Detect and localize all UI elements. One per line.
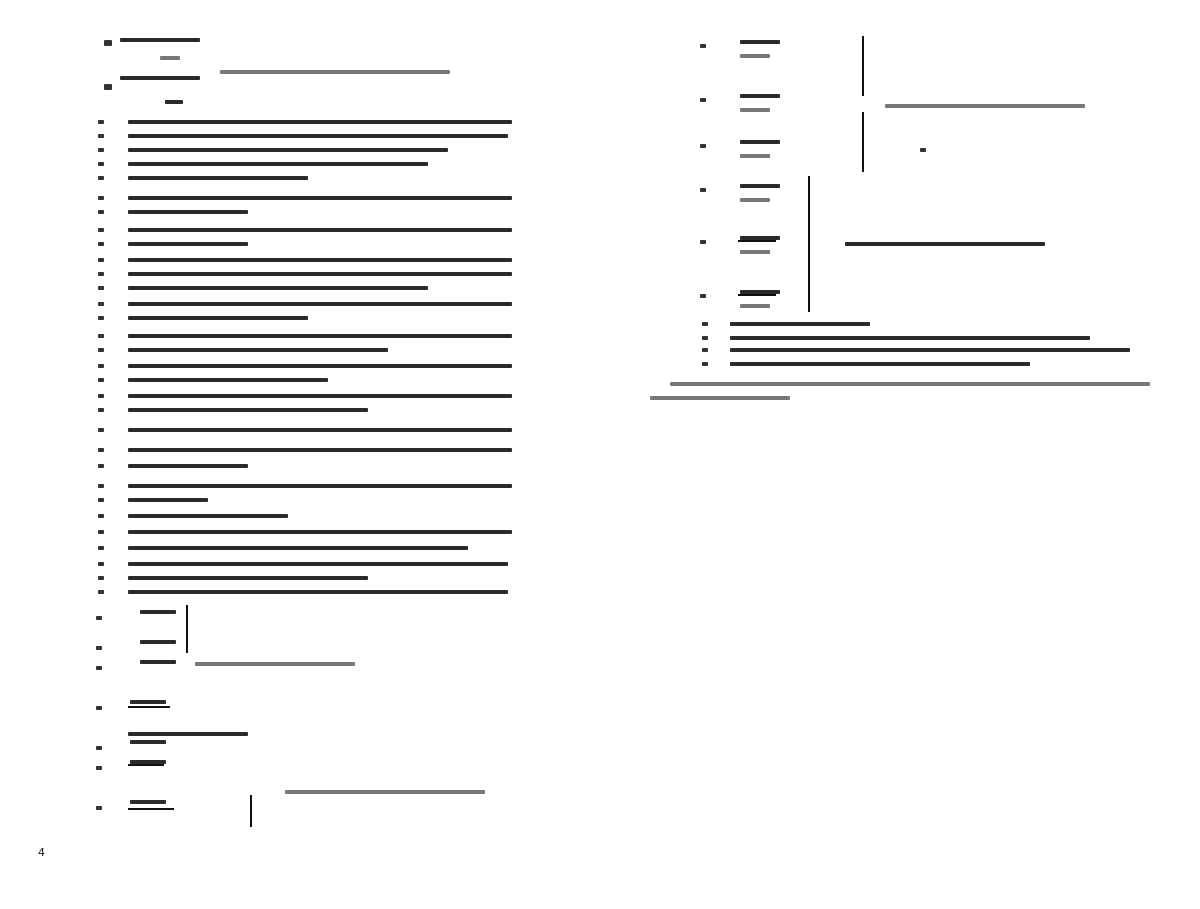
fraction-symbol [700, 98, 706, 102]
definition-line [128, 408, 368, 412]
fraction-part [740, 304, 770, 308]
definition-symbol [98, 210, 104, 214]
definition-line [730, 362, 1030, 366]
definition-symbol [98, 546, 104, 550]
definition-line [730, 322, 870, 326]
definition-symbol [98, 464, 104, 468]
definition-symbol [98, 120, 104, 124]
definition-symbol [98, 134, 104, 138]
definition-line [128, 348, 388, 352]
fraction-symbol [96, 646, 102, 650]
fraction-part [130, 800, 166, 804]
definition-symbol [98, 484, 104, 488]
definition-line [128, 464, 248, 468]
fraction-symbol [96, 616, 102, 620]
definition-symbol [98, 378, 104, 382]
definition-symbol [98, 448, 104, 452]
definition-symbol [98, 428, 104, 432]
fraction-part [140, 610, 176, 614]
definition-symbol [98, 530, 104, 534]
fraction-part [130, 740, 166, 744]
definition-line [128, 148, 448, 152]
fraction-symbol [96, 746, 102, 750]
definition-line [128, 590, 508, 594]
definition-symbol [702, 336, 708, 340]
definition-line [128, 258, 512, 262]
definition-symbol [98, 228, 104, 232]
definition-symbol [98, 196, 104, 200]
definition-symbol [98, 162, 104, 166]
definition-symbol [98, 258, 104, 262]
fraction-part [740, 54, 770, 58]
definition-line [128, 134, 508, 138]
fraction-symbol [700, 240, 706, 244]
definition-line [730, 336, 1090, 340]
definition-line [128, 498, 208, 502]
definition-symbol [98, 242, 104, 246]
fraction-symbol [700, 188, 706, 192]
fraction-part [740, 140, 780, 144]
definition-symbol [98, 348, 104, 352]
fraction-symbol [96, 806, 102, 810]
definition-line [128, 210, 248, 214]
fraction-rule [128, 706, 170, 708]
fraction-part [740, 184, 780, 188]
fraction-symbol [700, 294, 706, 298]
fraction-rule [128, 764, 164, 766]
fraction-part [140, 640, 176, 644]
annotation-symbol [920, 148, 926, 152]
definition-line [128, 272, 512, 276]
definition-line [128, 428, 512, 432]
definition-line [128, 530, 512, 534]
definition-line [730, 348, 1130, 352]
footnote-line [670, 382, 1150, 386]
annotation-line [128, 732, 248, 736]
definition-line [128, 484, 512, 488]
definition-symbol [98, 364, 104, 368]
brace-bar [250, 795, 252, 827]
page-number: 4 [38, 846, 45, 859]
definition-line [128, 162, 428, 166]
definition-line [128, 562, 508, 566]
brace-bar [862, 112, 864, 172]
right-column [600, 0, 1200, 909]
footnote-line [650, 396, 790, 400]
definition-symbol [702, 322, 708, 326]
fraction-rule [738, 294, 776, 296]
fraction-part [130, 700, 166, 704]
fraction-rule [738, 240, 776, 242]
definition-line [128, 196, 512, 200]
annotation-line [885, 104, 1085, 108]
definition-symbol [98, 286, 104, 290]
fraction-symbol [96, 666, 102, 670]
definition-symbol [98, 562, 104, 566]
brace-bar [862, 36, 864, 96]
definition-line [128, 576, 368, 580]
formula-symbol [104, 84, 112, 90]
formula-line [120, 76, 200, 80]
fraction-part [740, 40, 780, 44]
fraction-symbol [700, 44, 706, 48]
fraction-symbol [96, 706, 102, 710]
brace-bar [186, 605, 188, 653]
fraction-rule [128, 808, 174, 810]
definition-line [128, 120, 512, 124]
definition-line [128, 394, 512, 398]
definition-symbol [702, 362, 708, 366]
definition-line [128, 302, 512, 306]
definition-symbol [98, 176, 104, 180]
definition-line [128, 228, 512, 232]
annotation-line [285, 790, 485, 794]
definition-symbol [98, 408, 104, 412]
definition-symbol [98, 334, 104, 338]
fraction-part [740, 94, 780, 98]
definition-line [128, 448, 512, 452]
fraction-part [740, 154, 770, 158]
definition-symbol [98, 498, 104, 502]
definition-symbol [98, 148, 104, 152]
definition-line [128, 242, 248, 246]
definition-symbol [98, 272, 104, 276]
formula-symbol [104, 40, 112, 46]
definition-symbol [702, 348, 708, 352]
definition-symbol [98, 316, 104, 320]
fraction-part [740, 250, 770, 254]
fraction-symbol [96, 766, 102, 770]
definition-symbol [98, 576, 104, 580]
definition-line [128, 334, 512, 338]
annotation-line [845, 242, 1045, 246]
definition-symbol [98, 590, 104, 594]
brace-bar [808, 176, 810, 312]
definition-line [128, 514, 288, 518]
definition-line [128, 364, 512, 368]
definition-symbol [98, 302, 104, 306]
definition-line [128, 286, 428, 290]
annotation-line [195, 662, 355, 666]
definition-symbol [98, 514, 104, 518]
definition-line [128, 378, 328, 382]
fraction-part [740, 108, 770, 112]
formula-line [160, 56, 180, 60]
formula-line [165, 100, 183, 104]
definition-line [128, 316, 308, 320]
definition-line [128, 176, 308, 180]
definition-line [128, 546, 468, 550]
fraction-symbol [700, 144, 706, 148]
formula-line [120, 38, 200, 42]
fraction-part [140, 660, 176, 664]
definition-symbol [98, 394, 104, 398]
fraction-part [740, 198, 770, 202]
formula-line [220, 70, 450, 74]
